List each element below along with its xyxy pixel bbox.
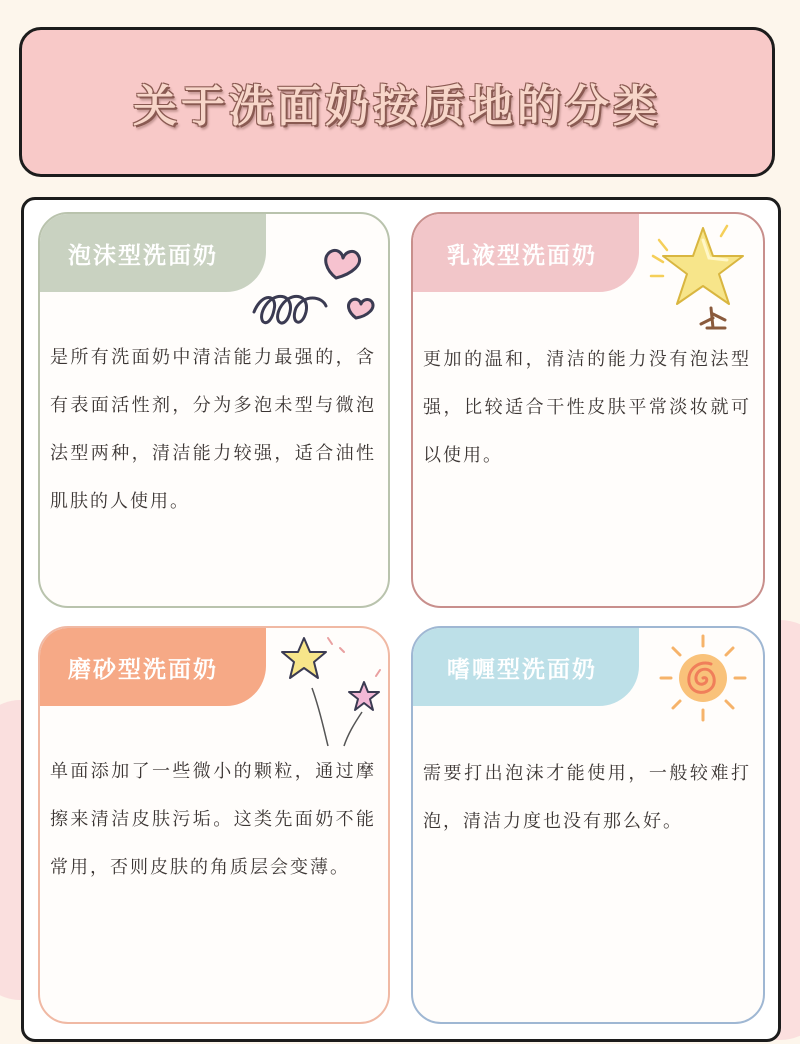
card-heading: 乳液型洗面奶 xyxy=(413,214,639,292)
card-foam-cleanser xyxy=(38,212,390,608)
heart-swirl-icon xyxy=(248,234,388,344)
card-lotion-cleanser xyxy=(411,212,765,608)
sun-icon xyxy=(653,628,753,728)
card-heading: 磨砂型洗面奶 xyxy=(40,628,266,706)
card-body-text: 单面添加了一些微小的颗粒，通过摩擦来清洁皮肤污垢。这类先面奶不能常用，否则皮肤的角质层会变薄。 xyxy=(50,761,376,878)
card-heading: 泡沫型洗面奶 xyxy=(40,214,266,292)
star-tree-icon xyxy=(641,216,761,336)
card-body-text: 更加的温和，清洁的能力没有泡法型强，比较适合干性皮肤平常淡妆就可以使用。 xyxy=(423,349,751,466)
card-body-text: 是所有洗面奶中清洁能力最强的，含有表面活性剂，分为多泡未型与微泡法型两种，清洁能力较强，适合油性肌肤的人使用。 xyxy=(50,347,376,512)
card-gel-cleanser xyxy=(411,626,765,1024)
card-heading: 嗜喱型洗面奶 xyxy=(413,628,639,706)
card-scrub-cleanser xyxy=(38,626,390,1024)
card-body-text: 需要打出泡沫才能使用，一般较难打泡，清洁力度也没有那么好。 xyxy=(423,763,751,832)
star-wand-icon xyxy=(268,630,388,750)
page-title: 关于洗面奶按质地的分类 xyxy=(133,81,661,132)
title-banner xyxy=(19,27,775,177)
content-panel xyxy=(21,197,781,1042)
